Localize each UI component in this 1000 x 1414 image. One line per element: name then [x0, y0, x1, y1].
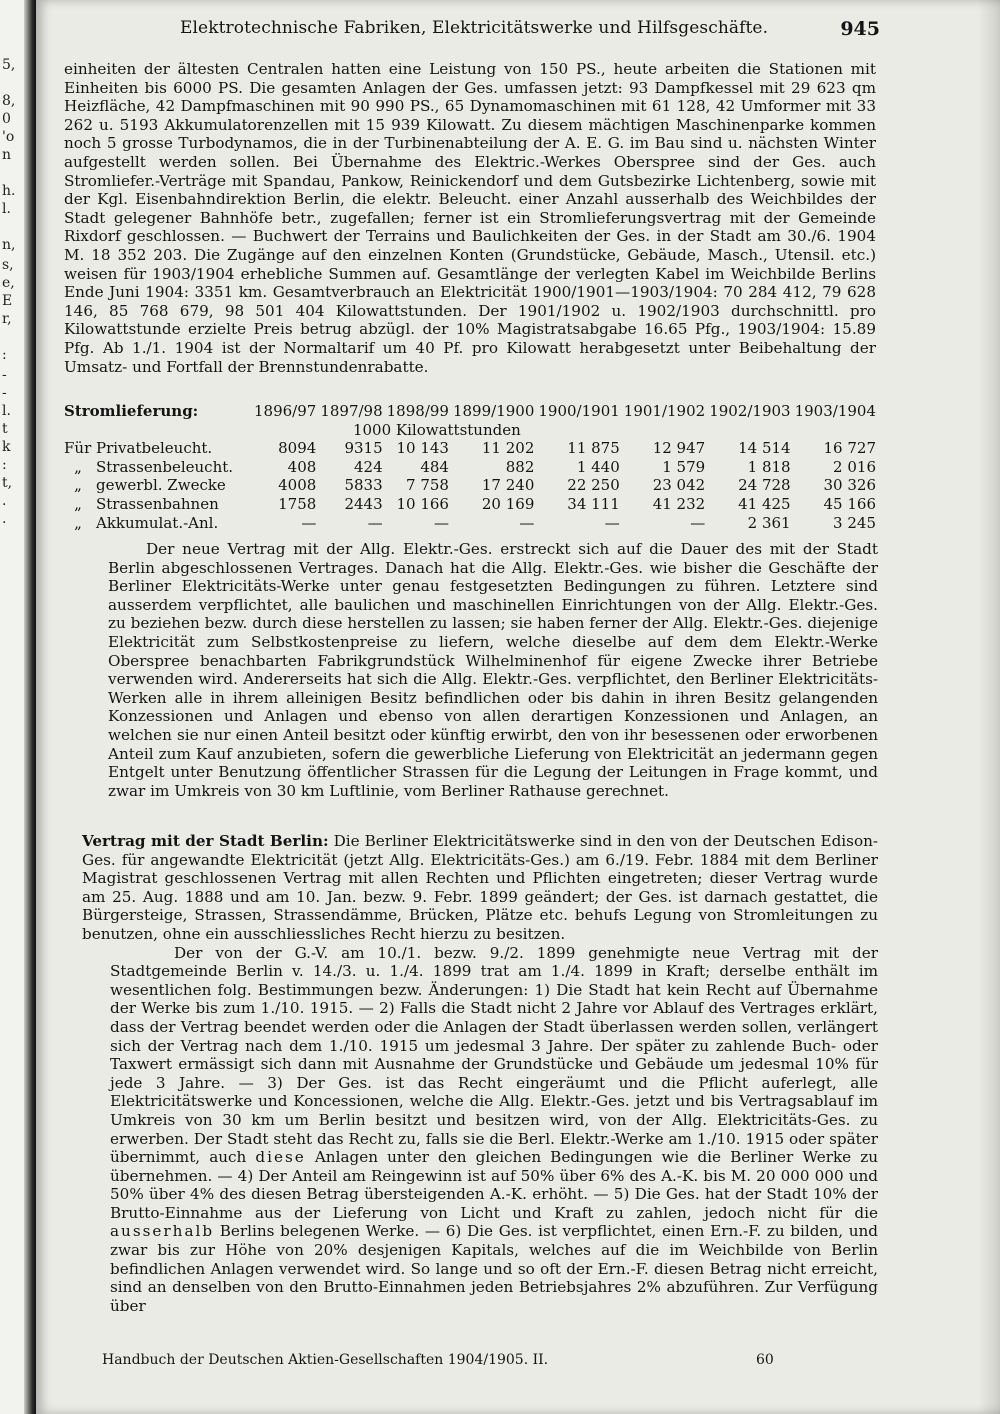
table-cell: 41 232: [652, 494, 706, 513]
margin-fragment: .: [2, 493, 7, 509]
table-cell: 14 514: [738, 439, 791, 458]
margin-fragment: r,: [2, 311, 12, 327]
year-header: 1899/1900: [452, 402, 535, 420]
margin-fragment: -: [2, 367, 7, 383]
table-row: [62, 458, 878, 477]
footer-source: Handbuch der Deutschen Aktien-Gesellschaften 1904/1905. II.: [102, 1352, 549, 1368]
margin-fragment: -: [2, 385, 7, 401]
table-cell: 20 169: [481, 494, 535, 513]
margin-fragment: e,: [2, 275, 15, 291]
table-cell: 12 947: [652, 439, 706, 458]
table-row: [62, 514, 878, 533]
table-row: [62, 495, 878, 514]
margin-fragment: l.: [2, 403, 11, 419]
table-cell: 2443: [344, 494, 383, 513]
page-number: 945: [840, 18, 880, 40]
table-cell: 1758: [278, 494, 317, 513]
margin-fragment: 8,: [2, 93, 16, 109]
table-cell: 8094: [278, 439, 317, 458]
table-cell: 5833: [344, 476, 383, 495]
margin-fragment: :: [2, 347, 7, 363]
margin-fragment: E: [2, 293, 13, 309]
contract-paragraph: Der neue Vertrag mit der Allg. Elektr.-Ges. erstreckt sich auf die Dauer des mit der Stadt Berlin abgeschlossenen Vertrages. Danach hat die Allg. Elektr.-Ges. wie bisher die Geschäfte der Berliner Elektricitäts-Werke unter genau festgesetzten Bedingungen zu führen. Letztere sind ausserdem verpflichtet, alle baulichen und maschinellen Einrichtungen von der Allg. Elektr.-Ges. zu beziehen bezw. durch diese herstellen zu lassen; sie haben ferner der Allg. Elektr.-Ges. diejenige Elektricität zum Selbstkostenpreise zu liefern, welche dieselbe auf dem dem Elektr.-Werke Oberspree benachbarten Fabrikgrundstück Wilhelminenhof für eigene Zwecke ihrer Betriebe verwenden wird. Andererseits hat sich die Allg. Elektr.-Ges. verpflichtet, den Berliner Elektricitäts-Werken alle in ihrem alleinigen Besitz befindlichen oder bis dahin in ihren Besitz gelangenden Konzessionen und Anlagen und ebenso von allen derartigen Konzessionen und Anlagen, an welchen sie nur einen Anteil besitzt oder künftig erwirbt, den von ihr besessenen oder erworbenen Anteil zum Kauf anzubieten, sofern die gewerbliche Lieferung von Elektricität an jedermann gegen Entgelt unter Benutzung öffentlicher Strassen für die Legung der Leitungen in Frage kommt, und zwar im Umkreis von 30 km Luftlinie, vom Berliner Rathause gerechnet.: [108, 540, 878, 800]
margin-fragment: h.: [2, 183, 16, 199]
year-header: 1902/1903: [709, 402, 791, 420]
row-prefix: „: [74, 476, 82, 495]
city-contract-section: [82, 832, 878, 1315]
margin-fragment: 'o: [2, 129, 15, 145]
table-cell: 2 361: [747, 513, 791, 532]
table-cell: 11 875: [567, 439, 620, 458]
paragraph-text: Berlins belegenen Werke. — 6) Die Ges. ist verpflichtet, einen Ern.-F. zu bilden, und zwar bis zur Höhe von 20% desjenigen Kapitals, welches auf die im Weichbilde von Berlin befindlichen Anlagen verwendet wird. So lange und so oft der Ern.-F. diesen Betrag nicht erreicht, sind an denselben von den Brutto-Einnahmen jeden Betriebsjahres 2% abzuführen. Zur Verfügung über: [110, 1222, 879, 1315]
table-cell: 2 016: [833, 457, 876, 476]
year-header: 1903/1904: [794, 402, 876, 420]
book-gutter: [24, 0, 36, 1414]
table-row: [62, 439, 878, 458]
table-cell: 1 440: [576, 457, 620, 476]
unit-row: [62, 421, 878, 440]
intro-paragraph: einheiten der ältesten Centralen hatten eine Leistung von 150 PS., heute arbeiten die Stationen mit Einheiten bis 6000 PS. Die gesamten Anlagen der Ges. umfassen jetzt: 93 Dampfkessel mit 29 623 qm Heizfläche, 42 Dampfmaschinen mit 90 990 PS., 65 Dynamomaschinen mit 61 128, 42 Umformer mit 33 262 u. 5193 Akkumulatorenzellen mit 15 939 Kilowatt. Zu diesem mächtigen Maschinenparke kommen noch 5 grosse Turbodynamos, die in der Turbinenabteilung der A. E. G. im Bau sind u. nächsten Winter aufgestellt werden sollen. Bei Übernahme des Elektric.-Werkes Oberspree sind der Ges. auch Stromliefer.-Verträge mit Spandau, Pankow, Reinickendorf und dem Gutsbezirke Lichtenberg, sowie mit der Kgl. Eisenbahndirektion Berlin, die elektr. Beleucht. einer Anzahl ausserhalb des Weichbildes der Stadt gelegener Bahnhöfe betr., zugefallen; ferner ist ein Stromlieferungsvertrag mit der Gemeinde Rixdorf geschlossen. — Buchwert der Terrains und Baulichkeiten der Ges. in der Stadt am 30./6. 1904 M. 18 352 203. Die Zugänge auf den einzelnen Konten (Grundstücke, Gebäude, Masch., Utensil. etc.) weisen für 1903/1904 erhebliche Summen auf. Gesamtlänge der verlegten Kabel im Weichbilde Berlins Ende Juni 1904: 3351 km. Gesamtverbrauch an Elektricität 1900/1901—1903/1904: 70 284 412, 79 628 146, 85 768 679, 98 501 404 Kilowattstunden. Der 1901/1902 u. 1902/1903 durchschnittl. pro Kilowattstunde erzielte Preis betrug abzügl. der 10% Magistratsabgabe 16.65 Pfg., 1903/1904: 15.89 Pfg. Ab 1./1. 1904 ist der Normaltarif um 40 Pf. pro Kilowatt herabgesetzt unter Beibehaltung der Umsatz- und Fortfall der Brennstundenrabatte.: [64, 60, 876, 376]
table-header-row: [62, 402, 878, 421]
table-heading: Stromlieferung:: [64, 402, 199, 420]
paragraph-text: Anlagen unter den gleichen Bedingungen wie die Berliner Werke zu übernehmen. — 4) Der Anteil am Reingewinn ist auf 50% über 6% des A.-K. bis M. 20 000 000 und 50% über 4% des diesen Betrag übersteigenden A.-K. erhöht. — 5) Die Ges. hat der Stadt 10% der Brutto-Einnahme aus der Lieferung von Licht und Kraft zu zahlen, jedoch nicht für die: [110, 1148, 879, 1222]
city-contract-paragraph-1: [82, 832, 878, 944]
table-cell: 1 818: [747, 457, 791, 476]
row-prefix: „: [74, 494, 82, 513]
margin-fragment: n,: [2, 237, 16, 253]
margin-fragment: :: [2, 457, 7, 473]
table-cell: 34 111: [567, 494, 620, 513]
table-cell: —: [690, 513, 706, 532]
table-cell: 45 166: [823, 494, 876, 513]
margin-fragment: k: [2, 439, 11, 455]
emphasized-word: ausserhalb: [110, 1222, 215, 1241]
table-cell: 9315: [344, 439, 383, 458]
table-cell: 22 250: [567, 476, 620, 495]
year-header: 1901/1902: [623, 402, 706, 420]
table-cell: 4008: [278, 476, 317, 495]
table-cell: 484: [420, 457, 449, 476]
emphasized-word: diese: [255, 1148, 306, 1167]
year-header: 1898/99: [386, 402, 449, 420]
table-cell: 10 143: [396, 439, 449, 458]
table-cell: 3 245: [833, 513, 876, 532]
table-cell: —: [301, 513, 317, 532]
running-header: [140, 18, 880, 46]
paragraph-text: Der von der G.-V. am 10./1. bezw. 9./2. 1899 genehmigte neue Vertrag mit der Stadtgemeinde Berlin v. 14./3. u. 1./4. 1899 trat am 1./4. 1899 in Kraft; derselbe enthält im wesentlichen folg. Bestimmungen bezw. Änderungen: 1) Die Stadt hat kein Recht auf Übernahme der Werke bis zum 1./10. 1915. — 2) Falls die Stadt nicht 2 Jahre vor Ablauf des Vertrages erklärt, dass der Vertrag beendet werden oder die Anlagen der Stadt überlassen werden sollen, verlängert sich der Vertrag nach dem 1./10. 1915 um jedesmal 3 Jahre. Der später zu zahlende Buch- oder Taxwert ermässigt sich dann mit Ausnahme der Grundstücke und Gebäude um jedesmal 10% für jede 3 Jahre. — 3) Der Ges. ist das Recht eingeräumt und die Pflicht auferlegt, alle Elektricitätswerke und Koncessionen, welche die Allg. Elektr.-Ges. jetzt und bis Vertragsablauf im Umkreis von 30 km um Berlin besitzt und besitzen wird, von der Allg. Elektricitäts-Ges. zu erwerben. Der Stadt steht das Recht zu, falls sie die Berl. Elektr.-Werke am 1./10. 1915 oder später übernimmt, auch: [110, 943, 878, 1167]
table-cell: —: [604, 513, 620, 532]
table-cell: 30 326: [823, 476, 876, 495]
table-unit: 1000 Kilowattstunden: [352, 420, 521, 439]
margin-fragment: t,: [2, 475, 13, 491]
table-cell: 408: [287, 457, 317, 476]
row-prefix: Für: [64, 439, 92, 458]
margin-fragment: t: [2, 421, 8, 437]
row-label: Akkumulat.-Anl.: [96, 513, 219, 532]
margin-fragment: n: [2, 147, 12, 163]
page-edge-shadow: [978, 0, 1000, 1414]
margin-fragment: .: [2, 511, 7, 527]
table-cell: 10 166: [396, 494, 449, 513]
left-margin-strip: [0, 0, 36, 1414]
paragraph-text: Die Berliner Elektricitätswerke sind in den von der Deutschen Edison-Ges. für angewandte Elektricität (jetzt Allg. Elektricitäts-Ges.) am 6./19. Febr. 1884 mit dem Berliner Magistrat geschlossenen Vertrag mit allen Rechten und Pflichten eingetreten; dieser Vertrag wurde am 25. Aug. 1888 und am 10. Jan. bezw. 9. Febr. 1899 geändert; der Ges. ist darnach gestattet, die Bürgersteige, Strassen, Strassendämme, Brücken, Plätze etc. behufs Legung von Stromleitungen zu benutzen, ohne ein ausschliessliches Recht hierzu zu besitzen.: [82, 832, 878, 943]
table-row: [62, 476, 878, 495]
year-header: 1897/98: [320, 402, 383, 420]
year-header: 1900/1901: [538, 402, 620, 420]
table-cell: 1 579: [662, 457, 706, 476]
margin-fragment: s,: [2, 257, 14, 273]
margin-fragment: l.: [2, 201, 11, 217]
row-label: Strassenbahnen: [96, 494, 219, 513]
city-contract-paragraph-2: [110, 944, 878, 1316]
header-title: Elektrotechnische Fabriken, Elektricitätswerke und Hilfsgeschäfte.: [180, 18, 769, 38]
table-cell: —: [519, 513, 535, 532]
year-header: 1896/97: [253, 402, 317, 420]
intro-block: [64, 60, 876, 376]
table-cell: 424: [354, 457, 383, 476]
table-cell: 41 425: [738, 494, 791, 513]
section-heading: Vertrag mit der Stadt Berlin:: [82, 832, 329, 850]
table-cell: 882: [505, 457, 535, 476]
footer-signature: 60: [756, 1352, 774, 1368]
table-cell: 16 727: [823, 439, 876, 458]
row-prefix: „: [74, 457, 82, 476]
row-label: Privatbeleucht.: [96, 439, 213, 458]
row-label: Strassenbeleucht.: [96, 457, 234, 476]
stromlieferung-table: [62, 402, 878, 532]
table-cell: —: [367, 513, 383, 532]
table-cell: 11 202: [481, 439, 535, 458]
row-label: gewerbl. Zwecke: [96, 476, 226, 495]
table-cell: —: [433, 513, 449, 532]
contract-block: [108, 540, 878, 800]
row-prefix: „: [74, 513, 82, 532]
page-footer: [102, 1352, 802, 1372]
table-cell: 23 042: [652, 476, 706, 495]
table-cell: 7 758: [406, 476, 449, 495]
table-cell: 17 240: [481, 476, 535, 495]
table-cell: 24 728: [738, 476, 791, 495]
margin-fragment: 0: [2, 111, 11, 127]
margin-fragment: 5,: [2, 57, 16, 73]
